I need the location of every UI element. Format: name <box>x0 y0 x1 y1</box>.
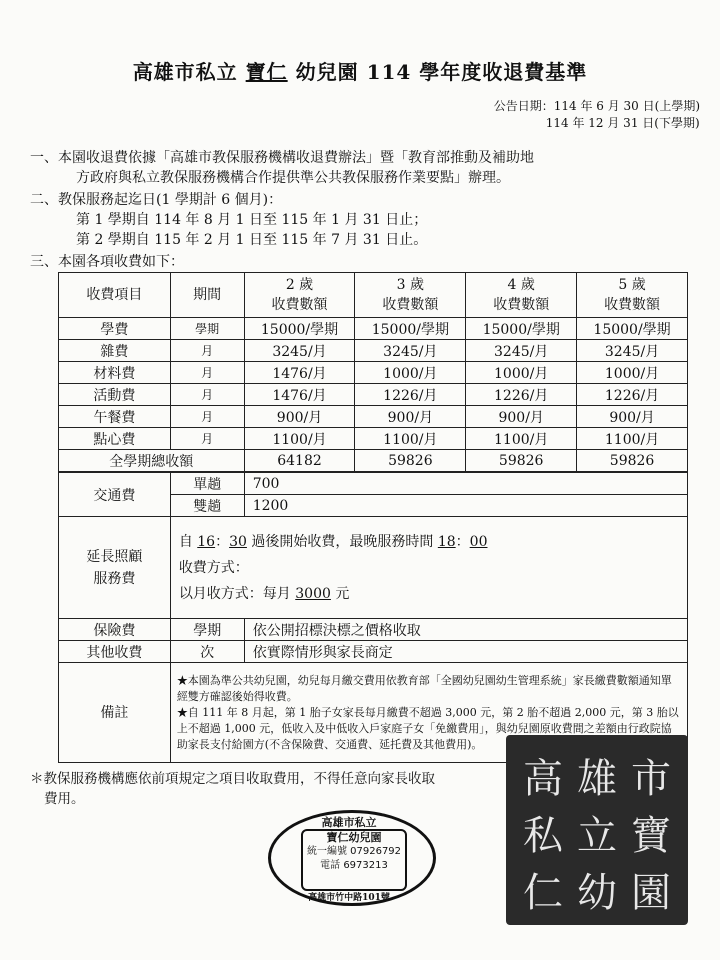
section-number: 二、 <box>30 192 58 208</box>
fee-value: 3245/月 <box>244 340 355 362</box>
fee-value: 1100/月 <box>466 428 577 450</box>
fee-value: 900/月 <box>466 406 577 428</box>
school-round-seal <box>268 810 436 906</box>
fee-item: 午餐費 <box>59 406 171 428</box>
seal-address: 高雄市竹中路101號 <box>308 893 390 903</box>
footnote-line: ＊教保服務機構應依前項規定之項目收取費用，不得任意向家長收取 <box>30 771 435 787</box>
announce-line-1: 公告日期：114 年 6 月 30 日(上學期) <box>493 99 700 113</box>
fee-value: 1476/月 <box>244 384 355 406</box>
official-square-seal <box>506 735 688 925</box>
transport-double-label: 雙趟 <box>170 495 244 517</box>
remark-paragraph: ★本園為準公共幼兒園，幼兒每月繳交費用依教育部「全國幼兒園幼生管理系統」家長繳費數額通知單經雙方確認後始得收費。 <box>176 673 672 703</box>
fee-value: 3245/月 <box>577 340 688 362</box>
insurance-row <box>59 619 688 641</box>
remarks-label: 備註 <box>59 663 171 763</box>
fee-item: 材料費 <box>59 362 171 384</box>
table-row <box>59 318 688 340</box>
total-value: 64182 <box>244 450 355 472</box>
age-header: 5 歲 收費數額 <box>577 273 688 318</box>
transport-single-label: 單趟 <box>170 473 244 495</box>
fee-period: 月 <box>170 428 244 450</box>
fee-value: 900/月 <box>244 406 355 428</box>
other-fee-row <box>59 641 688 663</box>
age-header: 2 歲 收費數額 <box>244 273 355 318</box>
title-suffix: 幼兒園 114 學年度收退費基準 <box>295 60 588 84</box>
announcement-date <box>494 98 700 132</box>
fee-value: 1000/月 <box>355 362 466 384</box>
fee-item: 雜費 <box>59 340 171 362</box>
fee-period: 月 <box>170 406 244 428</box>
total-row <box>59 450 688 472</box>
fee-period: 月 <box>170 362 244 384</box>
fee-value: 15000/學期 <box>355 318 466 340</box>
other-fee-period: 次 <box>170 641 244 663</box>
seal-characters: 高 雄 市 私 立 寶 仁 幼 園 <box>523 756 671 916</box>
seal-top-text: 高雄市私立 <box>321 816 377 829</box>
total-value: 59826 <box>466 450 577 472</box>
insurance-label: 保險費 <box>59 619 171 641</box>
table-row <box>59 406 688 428</box>
section-3 <box>30 252 705 272</box>
age-header: 4 歲 收費數額 <box>466 273 577 318</box>
extended-method-line: 收費方式： <box>178 559 249 576</box>
total-value: 59826 <box>577 450 688 472</box>
section-number: 一、 <box>30 150 58 166</box>
remark-paragraph: ★自 111 年 8 月起，第 1 胎子女家長每月繳費不超過 3,000 元，第 2 胎不超過 2,000 元，第 3 胎以上不超過 1,000 元，低收入及中低收入戶家庭子女「免繳費用」，與幼兒園原收費間之差額由行政院協助家長支付給園方(不含保險費、交通費、延托費及其他費用)。 <box>176 705 679 751</box>
age-header: 3 歲 收費數額 <box>355 273 466 318</box>
fee-value: 1000/月 <box>466 362 577 384</box>
col-period-header: 期間 <box>170 273 244 318</box>
extended-care-detail <box>170 517 687 619</box>
fee-value: 1000/月 <box>577 362 688 384</box>
fee-value: 1100/月 <box>244 428 355 450</box>
fee-value: 900/月 <box>355 406 466 428</box>
fee-value: 3245/月 <box>355 340 466 362</box>
fee-header-row <box>59 273 688 318</box>
table-row <box>59 340 688 362</box>
fee-item: 活動費 <box>59 384 171 406</box>
fee-period: 月 <box>170 384 244 406</box>
section-text: 第 2 學期自 115 年 2 月 1 日至 115 年 7 月 31 日止。 <box>76 232 428 248</box>
section-1 <box>30 148 705 188</box>
extended-care-label: 延長照顧 服務費 <box>59 517 171 619</box>
fee-value: 1100/月 <box>577 428 688 450</box>
fee-value: 15000/學期 <box>466 318 577 340</box>
section-text: 本園各項收費如下： <box>58 254 184 270</box>
fee-value: 1100/月 <box>355 428 466 450</box>
fee-value: 3245/月 <box>466 340 577 362</box>
announce-line-2: 114 年 12 月 31 日(下學期) <box>545 116 700 130</box>
section-text: 方政府與私立教保服務機構合作提供準公共教保服務作業要點」辦理。 <box>76 170 510 186</box>
transport-row <box>59 473 688 495</box>
extended-care-row <box>59 517 688 619</box>
fee-item: 點心費 <box>59 428 171 450</box>
extended-monthly-line: 以月收方式：每月 3000 元 <box>178 585 350 602</box>
other-fees-table <box>58 472 688 763</box>
fee-table <box>58 272 688 472</box>
other-fee-desc: 依實際情形與家長商定 <box>244 641 687 663</box>
school-name: 寶仁 <box>245 60 288 84</box>
insurance-period: 學期 <box>170 619 244 641</box>
table-row <box>59 362 688 384</box>
fee-value: 1476/月 <box>244 362 355 384</box>
page-title <box>0 56 720 85</box>
total-value: 59826 <box>355 450 466 472</box>
section-text: 第 1 學期自 114 年 8 月 1 日至 115 年 1 月 31 日止； <box>76 212 428 228</box>
total-label: 全學期總收額 <box>59 450 245 472</box>
extended-time-line: 自 16：30 過後開始收費，最晚服務時間 18：00 <box>178 533 488 550</box>
fee-value: 1226/月 <box>466 384 577 406</box>
col-item-header: 收費項目 <box>59 273 171 318</box>
fee-value: 15000/學期 <box>244 318 355 340</box>
fee-value: 1226/月 <box>355 384 466 406</box>
transport-double-value: 1200 <box>244 495 687 517</box>
title-prefix: 高雄市私立 <box>132 60 238 84</box>
fee-value: 15000/學期 <box>577 318 688 340</box>
insurance-desc: 依公開招標決標之價格收取 <box>244 619 687 641</box>
section-2 <box>30 190 705 250</box>
fee-period: 學期 <box>170 318 244 340</box>
transport-label: 交通費 <box>59 473 171 517</box>
seal-inner-box: 寶仁幼兒園 統一編號 07926792 電話 6973213 <box>301 829 407 891</box>
section-number: 三、 <box>30 254 58 270</box>
section-text: 本園收退費依據「高雄市教保服務機構收退費辦法」暨「教育部推動及補助地 <box>58 150 534 166</box>
fee-period: 月 <box>170 340 244 362</box>
fee-item: 學費 <box>59 318 171 340</box>
transport-single-value: 700 <box>244 473 687 495</box>
fee-value: 1226/月 <box>577 384 688 406</box>
footnote-line: 費用。 <box>44 791 85 807</box>
section-text: 教保服務起迄日(1 學期計 6 個月)： <box>58 192 283 208</box>
fee-value: 900/月 <box>577 406 688 428</box>
other-fee-label: 其他收費 <box>59 641 171 663</box>
table-row <box>59 384 688 406</box>
table-row <box>59 428 688 450</box>
